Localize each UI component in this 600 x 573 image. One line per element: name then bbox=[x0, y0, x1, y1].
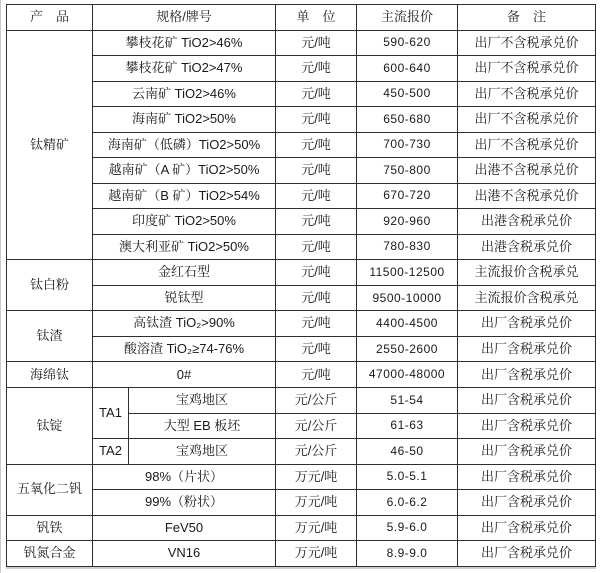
spec-cell: 攀枝花矿 TiO2>46% bbox=[93, 30, 276, 56]
price-cell: 11500-12500 bbox=[357, 260, 458, 286]
unit-cell: 元/吨 bbox=[276, 158, 357, 184]
table-row bbox=[7, 387, 596, 413]
table-row bbox=[7, 183, 596, 209]
price-cell: 600-640 bbox=[357, 56, 458, 82]
note-cell: 出厂不含税承兑价 bbox=[458, 107, 596, 133]
note-cell: 出港含税承兑价 bbox=[458, 234, 596, 260]
spec-cell: 99%（粉状） bbox=[93, 490, 276, 516]
spec-cell: 印度矿 TiO2>50% bbox=[93, 209, 276, 235]
unit-cell: 元/吨 bbox=[276, 336, 357, 362]
note-cell: 出厂含税承兑价 bbox=[458, 336, 596, 362]
product-cell-ti-dioxide: 钛白粉 bbox=[7, 260, 93, 311]
price-cell: 46-50 bbox=[357, 439, 458, 465]
spec-cell: 宝鸡地区 bbox=[129, 439, 276, 465]
spec-cell: 大型 EB 板坯 bbox=[129, 413, 276, 439]
spec-cell: 98%（片状） bbox=[93, 464, 276, 490]
product-cell-vn-alloy: 钒氮合金 bbox=[7, 541, 93, 567]
header-product: 产 品 bbox=[7, 5, 93, 31]
note-cell: 出厂含税承兑价 bbox=[458, 541, 596, 567]
note-cell: 出厂含税承兑价 bbox=[458, 387, 596, 413]
note-cell: 出厂含税承兑价 bbox=[458, 464, 596, 490]
product-cell-ti-ingot: 钛锭 bbox=[7, 387, 93, 464]
table-row bbox=[7, 464, 596, 490]
note-cell: 出厂不含税承兑价 bbox=[458, 30, 596, 56]
spec-cell: 越南矿（B 矿）TiO2>54% bbox=[93, 183, 276, 209]
spec-cell: 海南矿 TiO2>50% bbox=[93, 107, 276, 133]
spec-cell: 越南矿（A 矿）TiO2>50% bbox=[93, 158, 276, 184]
unit-cell: 元/吨 bbox=[276, 362, 357, 388]
price-cell: 5.0-5.1 bbox=[357, 464, 458, 490]
header-unit: 单 位 bbox=[276, 5, 357, 31]
spec-cell: 攀枝花矿 TiO2>47% bbox=[93, 56, 276, 82]
note-cell: 主流报价含税承兑 bbox=[458, 285, 596, 311]
price-cell: 6.0-6.2 bbox=[357, 490, 458, 516]
note-cell: 主流报价含税承兑 bbox=[458, 260, 596, 286]
spec-cell: 云南矿 TiO2>46% bbox=[93, 81, 276, 107]
note-cell: 出厂不含税承兑价 bbox=[458, 56, 596, 82]
price-cell: 450-500 bbox=[357, 81, 458, 107]
note-cell: 出港不含税承兑价 bbox=[458, 183, 596, 209]
table-row bbox=[7, 490, 596, 516]
price-cell: 2550-2600 bbox=[357, 336, 458, 362]
note-cell: 出厂含税承兑价 bbox=[458, 413, 596, 439]
price-cell: 47000-48000 bbox=[357, 362, 458, 388]
header-price: 主流报价 bbox=[357, 5, 458, 31]
unit-cell: 元/吨 bbox=[276, 234, 357, 260]
unit-cell: 元/吨 bbox=[276, 260, 357, 286]
price-cell: 780-830 bbox=[357, 234, 458, 260]
unit-cell: 元/公斤 bbox=[276, 439, 357, 465]
spec-cell: 金红石型 bbox=[93, 260, 276, 286]
price-cell: 8.9-9.0 bbox=[357, 541, 458, 567]
header-row bbox=[7, 5, 596, 31]
header-spec: 规格/牌号 bbox=[93, 5, 276, 31]
table-row bbox=[7, 56, 596, 82]
unit-cell: 元/吨 bbox=[276, 56, 357, 82]
grade-cell-ta2: TA2 bbox=[93, 439, 129, 465]
note-cell: 出厂含税承兑价 bbox=[458, 439, 596, 465]
grade-cell-ta1: TA1 bbox=[93, 387, 129, 438]
unit-cell: 万元/吨 bbox=[276, 464, 357, 490]
table-row bbox=[7, 311, 596, 337]
note-cell: 出港不含税承兑价 bbox=[458, 158, 596, 184]
table-row bbox=[7, 515, 596, 541]
price-cell: 750-800 bbox=[357, 158, 458, 184]
spec-cell: VN16 bbox=[93, 541, 276, 567]
table-row bbox=[7, 81, 596, 107]
spec-cell: 海南矿（低磷）TiO2>50% bbox=[93, 132, 276, 158]
unit-cell: 元/公斤 bbox=[276, 387, 357, 413]
table-row bbox=[7, 541, 596, 567]
unit-cell: 元/吨 bbox=[276, 209, 357, 235]
table-row bbox=[7, 285, 596, 311]
spec-cell: 酸溶渣 TiO₂≥74-76% bbox=[93, 336, 276, 362]
unit-cell: 元/吨 bbox=[276, 30, 357, 56]
note-cell: 出厂不含税承兑价 bbox=[458, 132, 596, 158]
spec-cell: 0# bbox=[93, 362, 276, 388]
unit-cell: 万元/吨 bbox=[276, 490, 357, 516]
spec-cell: 宝鸡地区 bbox=[129, 387, 276, 413]
price-cell: 5.9-6.0 bbox=[357, 515, 458, 541]
unit-cell: 元/吨 bbox=[276, 311, 357, 337]
price-cell: 61-63 bbox=[357, 413, 458, 439]
spec-cell: FeV50 bbox=[93, 515, 276, 541]
note-cell: 出港含税承兑价 bbox=[458, 209, 596, 235]
price-cell: 670-720 bbox=[357, 183, 458, 209]
price-cell: 650-680 bbox=[357, 107, 458, 133]
unit-cell: 元/吨 bbox=[276, 285, 357, 311]
unit-cell: 万元/吨 bbox=[276, 515, 357, 541]
note-cell: 出厂含税承兑价 bbox=[458, 490, 596, 516]
note-cell: 出厂不含税承兑价 bbox=[458, 81, 596, 107]
header-note: 备 注 bbox=[458, 5, 596, 31]
price-cell: 4400-4500 bbox=[357, 311, 458, 337]
unit-cell: 万元/吨 bbox=[276, 541, 357, 567]
product-cell-ti-slag: 钛渣 bbox=[7, 311, 93, 362]
spec-cell: 锐钛型 bbox=[93, 285, 276, 311]
table-row bbox=[7, 234, 596, 260]
table-row bbox=[7, 439, 596, 465]
unit-cell: 元/吨 bbox=[276, 81, 357, 107]
table-row bbox=[7, 30, 596, 56]
product-cell-ti-sponge: 海绵钛 bbox=[7, 362, 93, 388]
price-cell: 51-54 bbox=[357, 387, 458, 413]
unit-cell: 元/吨 bbox=[276, 183, 357, 209]
table-row bbox=[7, 132, 596, 158]
price-table bbox=[6, 4, 596, 567]
table-row bbox=[7, 336, 596, 362]
table-row bbox=[7, 107, 596, 133]
table-row bbox=[7, 362, 596, 388]
product-cell-ti-concentrate: 钛精矿 bbox=[7, 30, 93, 260]
page bbox=[1, 0, 600, 567]
unit-cell: 元/吨 bbox=[276, 132, 357, 158]
note-cell: 出厂含税承兑价 bbox=[458, 515, 596, 541]
price-cell: 9500-10000 bbox=[357, 285, 458, 311]
price-cell: 700-730 bbox=[357, 132, 458, 158]
unit-cell: 元/公斤 bbox=[276, 413, 357, 439]
spec-cell: 澳大利亚矿 TiO2>50% bbox=[93, 234, 276, 260]
table-row bbox=[7, 209, 596, 235]
unit-cell: 元/吨 bbox=[276, 107, 357, 133]
note-cell: 出厂含税承兑价 bbox=[458, 362, 596, 388]
table-row bbox=[7, 260, 596, 286]
product-cell-ferrovanadium: 钒铁 bbox=[7, 515, 93, 541]
price-cell: 590-620 bbox=[357, 30, 458, 56]
spec-cell: 高钛渣 TiO₂>90% bbox=[93, 311, 276, 337]
note-cell: 出厂含税承兑价 bbox=[458, 311, 596, 337]
product-cell-v2o5: 五氧化二钒 bbox=[7, 464, 93, 515]
table-row bbox=[7, 158, 596, 184]
price-cell: 920-960 bbox=[357, 209, 458, 235]
